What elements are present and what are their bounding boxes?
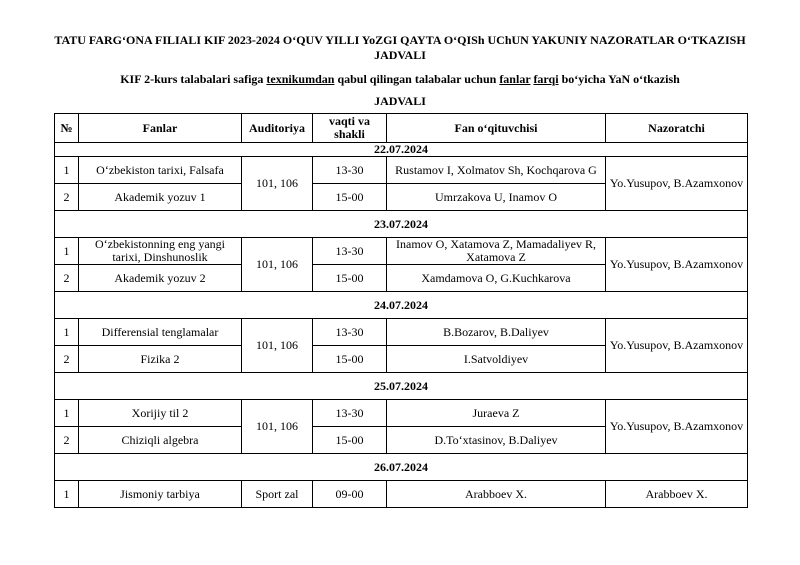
teacher-cell: Inamov O, Xatamova Z, Mamadaliyev R, Xatamova Z xyxy=(387,238,606,265)
subject-cell: O‘zbekistonning eng yangi tarixi, Dinshunoslik xyxy=(79,238,242,265)
subject-cell: O‘zbekiston tarixi, Falsafa xyxy=(79,157,242,184)
row-number: 1 xyxy=(55,238,79,265)
row-number: 2 xyxy=(55,184,79,211)
subject-cell: Jismoniy tarbiya xyxy=(79,481,242,508)
teacher-cell: Umrzakova U, Inamov O xyxy=(387,184,606,211)
row-number: 1 xyxy=(55,400,79,427)
subject-cell: Differensial tenglamalar xyxy=(79,319,242,346)
subject-cell: Chiziqli algebra xyxy=(79,427,242,454)
row-number: 1 xyxy=(55,481,79,508)
document-subtitle xyxy=(0,72,800,86)
time-cell: 15-00 xyxy=(313,265,387,292)
room-cell: 101, 106 xyxy=(242,238,313,292)
table-row xyxy=(55,157,748,184)
date-row xyxy=(55,373,748,400)
column-header-number: № xyxy=(55,114,79,143)
time-cell: 09-00 xyxy=(313,481,387,508)
column-header-nazoratchi: Nazoratchi xyxy=(606,114,748,143)
date-row xyxy=(55,211,748,238)
room-cell: 101, 106 xyxy=(242,157,313,211)
column-header-oqituvchi: Fan o‘qituvchisi xyxy=(387,114,606,143)
table-row xyxy=(55,481,748,508)
row-number: 2 xyxy=(55,346,79,373)
time-cell: 13-30 xyxy=(313,238,387,265)
teacher-cell: B.Bozarov, B.Daliyev xyxy=(387,319,606,346)
row-number: 1 xyxy=(55,319,79,346)
room-cell: 101, 106 xyxy=(242,400,313,454)
subtitle-part-underlined: farqi xyxy=(533,72,559,86)
subtitle-part-underlined: fanlar xyxy=(499,72,531,86)
supervisor-cell: Arabboev X. xyxy=(606,481,748,508)
date-row xyxy=(55,143,748,157)
supervisor-cell: Yo.Yusupov, B.Azamxonov xyxy=(606,238,748,292)
teacher-cell: D.To‘xtasinov, B.Daliyev xyxy=(387,427,606,454)
row-number: 2 xyxy=(55,427,79,454)
date-cell: 23.07.2024 xyxy=(55,211,748,238)
subtitle-part: qabul qilingan talabalar uchun xyxy=(334,72,500,86)
document-title-line2: JADVALI xyxy=(374,48,426,62)
teacher-cell: Juraeva Z xyxy=(387,400,606,427)
document-title-line3: JADVALI xyxy=(374,94,426,108)
date-row xyxy=(55,454,748,481)
date-cell: 24.07.2024 xyxy=(55,292,748,319)
table-header-row xyxy=(55,114,748,143)
subject-cell: Akademik yozuv 2 xyxy=(79,265,242,292)
column-header-auditoriya: Auditoriya xyxy=(242,114,313,143)
teacher-cell: Rustamov I, Xolmatov Sh, Kochqarova G xyxy=(387,157,606,184)
supervisor-cell: Yo.Yusupov, B.Azamxonov xyxy=(606,400,748,454)
table-row xyxy=(55,400,748,427)
subject-cell: Akademik yozuv 1 xyxy=(79,184,242,211)
time-cell: 15-00 xyxy=(313,346,387,373)
teacher-cell: Arabboev X. xyxy=(387,481,606,508)
supervisor-cell: Yo.Yusupov, B.Azamxonov xyxy=(606,157,748,211)
time-cell: 13-30 xyxy=(313,400,387,427)
subject-cell: Xorijiy til 2 xyxy=(79,400,242,427)
date-row xyxy=(55,292,748,319)
time-cell: 15-00 xyxy=(313,184,387,211)
table-row xyxy=(55,238,748,265)
subtitle-part: bo‘yicha YaN o‘tkazish xyxy=(558,72,680,86)
time-cell: 15-00 xyxy=(313,427,387,454)
room-cell: Sport zal xyxy=(242,481,313,508)
time-cell: 13-30 xyxy=(313,319,387,346)
row-number: 1 xyxy=(55,157,79,184)
teacher-cell: I.Satvoldiyev xyxy=(387,346,606,373)
date-cell: 25.07.2024 xyxy=(55,373,748,400)
subtitle-part: KIF 2-kurs talabalari safiga xyxy=(120,72,267,86)
date-cell: 22.07.2024 xyxy=(55,143,748,157)
room-cell: 101, 106 xyxy=(242,319,313,373)
subtitle-part-underlined: texnikumdan xyxy=(266,72,335,86)
column-header-vaqti: vaqti va shakli xyxy=(313,114,387,143)
document-title-line1: TATU FARG‘ONA FILIALI KIF 2023-2024 O‘QUV YILLI YoZGI QAYTA O‘QISh UChUN YAKUNIY NAZORATLAR O‘TKAZISH xyxy=(54,33,746,47)
subject-cell: Fizika 2 xyxy=(79,346,242,373)
supervisor-cell: Yo.Yusupov, B.Azamxonov xyxy=(606,319,748,373)
row-number: 2 xyxy=(55,265,79,292)
schedule-table xyxy=(54,113,748,508)
teacher-cell: Xamdamova O, G.Kuchkarova xyxy=(387,265,606,292)
column-header-fanlar: Fanlar xyxy=(79,114,242,143)
time-cell: 13-30 xyxy=(313,157,387,184)
date-cell: 26.07.2024 xyxy=(55,454,748,481)
table-row xyxy=(55,319,748,346)
